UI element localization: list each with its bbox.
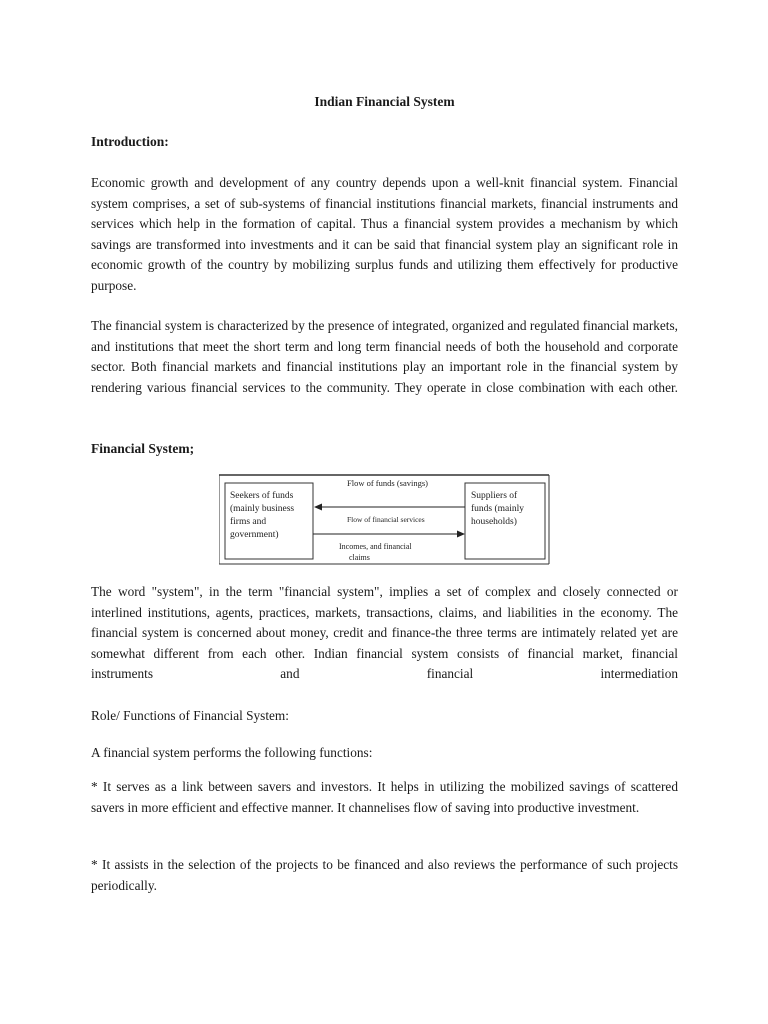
seekers-line-1: Seekers of funds	[230, 491, 294, 501]
arrow-left-head	[314, 504, 322, 511]
incomes-label-1: Incomes, and financial	[339, 542, 412, 551]
functions-intro: A financial system performs the following functions:	[91, 745, 373, 760]
suppliers-line-1: Suppliers of	[471, 491, 518, 501]
intro-paragraph-2: The financial system is characterized by the presence of integrated, organized and regulated financial markets, and institutions that meet the short term and long term financial needs of both the household and corporate sector. Both financial markets and financial institutions play an important role in the financial system by rendering various financial services to the community. They operate in close combination with each other.	[91, 318, 678, 395]
suppliers-line-2: funds (mainly	[471, 504, 525, 514]
flow-of-services-label: Flow of financial services	[347, 515, 425, 524]
seekers-line-4: government)	[230, 530, 279, 540]
seekers-line-2: (mainly business	[230, 504, 295, 514]
system-paragraph: The word "system", in the term "financial system", implies a set of complex and closely connected or interlined institutions, agents, practices, markets, transactions, claims, and liabilities in the economy. The financial system is concerned about money, credit and finance-the three terms are intimately related yet are somewhat different from each other. Indian financial system consists of financial market, financial instruments and financial intermediation	[91, 584, 678, 682]
introduction-heading: Introduction:	[91, 134, 169, 149]
function-item-2: * It assists in the selection of the projects to be financed and also reviews the performance of such projects periodically.	[91, 857, 678, 893]
suppliers-line-3: households)	[471, 517, 517, 527]
flow-of-funds-label: Flow of funds (savings)	[347, 478, 428, 488]
flow-diagram-svg	[219, 473, 679, 568]
role-heading: Role/ Functions of Financial System:	[91, 708, 289, 723]
intro-paragraph-1: Economic growth and development of any country depends upon a well-knit financial system. Financial system comprises, a set of sub-systems of financial institutions financial markets, financial instruments and services which help in the formation of capital. Thus a financial system provides a mechanism by which savings are transformed into investments and it can be said that financial system play an significant role in economic growth of the country by mobilizing surplus funds and utilizing them effectively for productive purpose.	[91, 175, 678, 293]
financial-system-heading: Financial System;	[91, 441, 195, 456]
incomes-label-2: claims	[349, 553, 370, 562]
financial-system-diagram	[219, 473, 679, 568]
document-title: Indian Financial System	[314, 94, 455, 109]
function-item-1: * It serves as a link between savers and investors. It helps in utilizing the mobilized savings of scattered savers in more efficient and effective manner. It channelises flow of saving into productive investment.	[91, 779, 678, 815]
seekers-line-3: firms and	[230, 517, 267, 527]
arrow-right-head	[457, 531, 465, 538]
